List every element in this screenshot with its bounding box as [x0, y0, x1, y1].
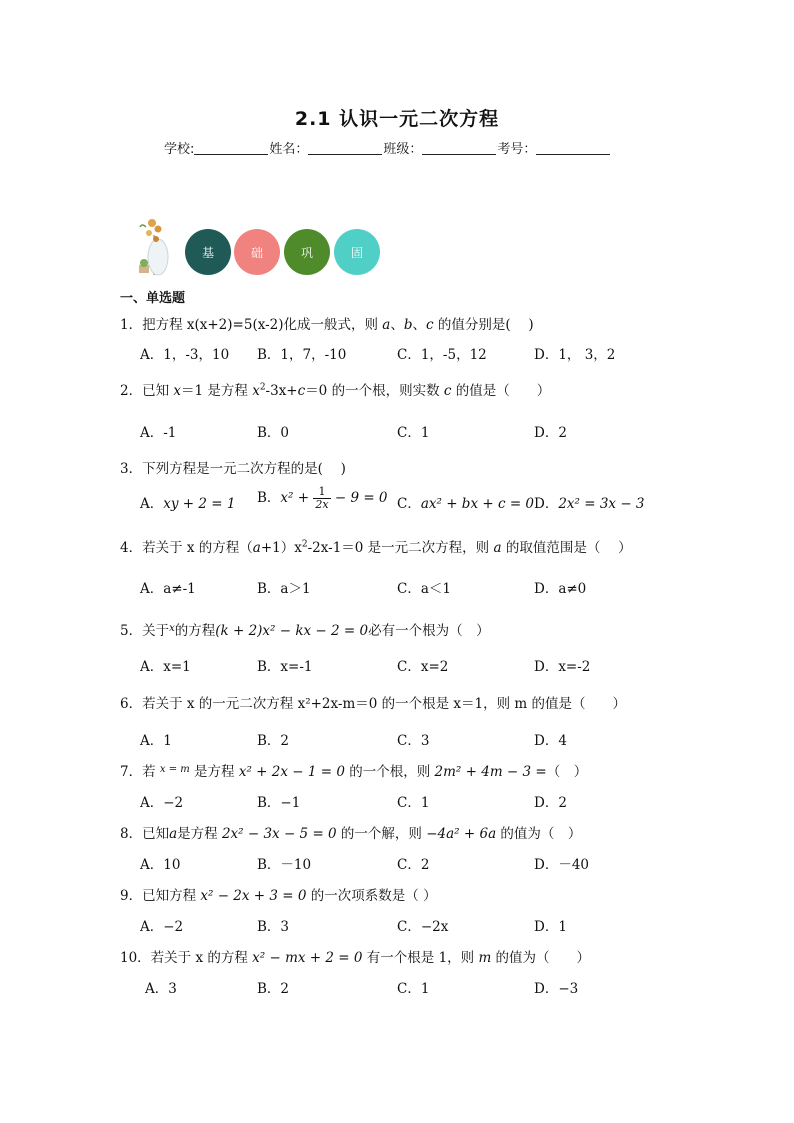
q10-option-b[interactable]: B．2: [257, 981, 290, 997]
q3-option-a[interactable]: [140, 492, 235, 512]
q3-option-c-label: C．: [397, 496, 421, 512]
q10-option-c[interactable]: C．1: [397, 981, 430, 997]
q5-option-c[interactable]: C．x=2: [397, 659, 449, 675]
potted-plant-illustration: [136, 215, 172, 277]
q7-stem-end: （ ）: [546, 764, 588, 780]
q1-var-c: c: [426, 317, 434, 333]
q5-stem: 的方程: [174, 623, 216, 639]
badge-gong-text: 巩: [300, 245, 313, 260]
badge-ji: [185, 229, 231, 275]
id-label: 考号：: [497, 142, 537, 157]
q4-exponent: 2: [301, 539, 308, 550]
question-8: [120, 822, 581, 842]
id-blank[interactable]: [536, 142, 610, 155]
q2-stem: -3x+: [265, 383, 298, 399]
q3-option-a-label: A．: [140, 496, 164, 512]
q2-stem: ＝1 是方程: [181, 383, 253, 399]
q8-option-c[interactable]: C．2: [397, 857, 430, 873]
q8-option-a[interactable]: A．10: [140, 857, 181, 873]
q1-options: [140, 343, 660, 361]
q7-condition: x = m: [159, 764, 190, 775]
q9-options: [140, 915, 660, 933]
q1-var-a: a: [382, 317, 391, 333]
q9-option-c[interactable]: C．−2x: [397, 919, 449, 935]
q2-option-d[interactable]: D．2: [534, 425, 567, 441]
q1-var-b: b: [403, 317, 413, 333]
q7-options: [140, 791, 660, 809]
q3-option-a-math: xy + 2 = 1: [163, 496, 236, 512]
q8-var-a: a: [169, 826, 178, 842]
q5-options: [140, 655, 660, 673]
fraction-numerator: 1: [313, 486, 330, 499]
q10-equation: x² − mx + 2 = 0: [252, 950, 363, 966]
badge-gu: [334, 229, 380, 275]
q10-option-d[interactable]: D．−3: [534, 981, 579, 997]
q9-stem-end: 的一次项系数是（ ）: [306, 888, 437, 904]
q4-option-a[interactable]: A．a≠-1: [140, 581, 196, 597]
q5-equation: (k + 2)x² − kx − 2 = 0: [215, 623, 369, 639]
q8-options: [140, 853, 660, 871]
question-5: [120, 619, 490, 639]
q3-option-b-label: B．: [257, 490, 281, 506]
q1-sep: 、: [412, 317, 427, 333]
q3-option-b[interactable]: [257, 486, 388, 511]
question-10: [120, 946, 590, 966]
q9-stem: 9．已知方程: [120, 888, 201, 904]
q5-option-d[interactable]: D．x=-2: [534, 659, 591, 675]
q7-stem: 的一个根，则: [344, 764, 435, 780]
q8-stem: 的一个解，则: [336, 826, 427, 842]
q9-equation: x² − 2x + 3 = 0: [200, 888, 307, 904]
badge-chu-text: 础: [250, 245, 263, 260]
q6-option-a[interactable]: A．1: [140, 733, 172, 749]
q7-option-b[interactable]: B．−1: [257, 795, 301, 811]
q2-option-b[interactable]: B．0: [257, 425, 290, 441]
q2-var-c: c: [297, 383, 306, 399]
q3-option-d[interactable]: [534, 492, 645, 512]
q1-option-a[interactable]: A．1，-3，10: [140, 347, 230, 363]
question-9: [120, 884, 437, 904]
student-info-line: [164, 138, 611, 157]
question-6: 6．若关于 x 的一元二次方程 x²+2x-m＝0 的一个根是 x＝1，则 m 的值是（ ）: [120, 696, 626, 712]
q6-option-c[interactable]: C．3: [397, 733, 430, 749]
class-blank[interactable]: [422, 142, 496, 155]
q7-expression: 2m² + 4m − 3 =: [434, 764, 547, 780]
q4-stem: -2x-1＝0 是一元二次方程，则: [307, 540, 494, 556]
q3-option-b-math-end: − 9 = 0: [330, 490, 388, 506]
q5-option-b[interactable]: B．x=-1: [257, 659, 313, 675]
q7-stem: 是方程: [189, 764, 239, 780]
q2-var-x: x: [173, 383, 182, 399]
q7-equation: x² + 2x − 1 = 0: [238, 764, 345, 780]
q5-option-a[interactable]: A．x=1: [140, 659, 191, 675]
q7-option-d[interactable]: D．2: [534, 795, 567, 811]
q1-stem: 1．把方程 x(x+2)=5(x-2)化成一般式，则: [120, 317, 383, 333]
q2-options: [140, 421, 660, 439]
badge-gong: [284, 229, 330, 275]
q4-option-b[interactable]: B．a＞1: [257, 581, 311, 597]
q8-stem: 是方程: [177, 826, 222, 842]
q4-stem-end: 的取值范围是（ ）: [501, 540, 632, 556]
question-1: [120, 313, 534, 333]
q8-option-b[interactable]: B．－10: [257, 857, 312, 873]
q2-var-c: c: [443, 383, 452, 399]
fraction-denominator: 2x: [315, 498, 329, 511]
q5-stem-end: 必有一个根为（ ）: [368, 623, 490, 639]
q7-option-a[interactable]: A．−2: [140, 795, 184, 811]
question-3: 3．下列方程是一元二次方程的是( ): [120, 461, 346, 477]
q10-stem-end: 的值为（ ）: [491, 950, 591, 966]
badge-gu-text: 固: [350, 245, 363, 260]
q9-option-d[interactable]: D．1: [534, 919, 567, 935]
class-label: 班级：: [383, 142, 423, 157]
q4-options: [140, 577, 660, 595]
q3-option-b-fraction: [313, 486, 330, 511]
q10-stem: 10．若关于 x 的方程: [120, 950, 253, 966]
q3-option-c-math: ax² + bx + c = 0: [420, 496, 535, 512]
q6-option-d[interactable]: D．4: [534, 733, 567, 749]
q4-option-d[interactable]: D．a≠0: [534, 581, 587, 597]
question-4: [120, 536, 632, 556]
q2-var-x: x: [252, 383, 260, 399]
q3-options: [140, 485, 660, 512]
q5-var-x: x: [169, 623, 175, 634]
q2-option-a[interactable]: A．-1: [140, 425, 177, 441]
q9-option-b[interactable]: B．3: [257, 919, 290, 935]
q1-option-c[interactable]: C．1，-5，12: [397, 347, 487, 363]
q3-option-d-label: D．: [534, 496, 559, 512]
q4-option-c[interactable]: C．a＜1: [397, 581, 451, 597]
q6-options: [140, 729, 660, 747]
q1-stem-end: 的值分别是( ): [433, 317, 534, 333]
q2-exponent: 2: [259, 382, 266, 393]
q8-stem-end: 的值为（ ）: [496, 826, 582, 842]
q4-var-a: a: [493, 540, 502, 556]
q10-option-a[interactable]: A．3: [145, 981, 177, 997]
q4-stem: +1）x: [260, 540, 302, 556]
q1-option-d[interactable]: D．1， 3，2: [534, 347, 616, 363]
q2-stem-end: 的值是（ ）: [451, 383, 551, 399]
q5-stem: 5．关于: [120, 623, 170, 639]
name-label: 姓名：: [269, 142, 309, 157]
q2-stem: 2．已知: [120, 383, 174, 399]
q4-var-a: a: [252, 540, 261, 556]
school-label: 学校:: [164, 142, 195, 157]
q8-expression: −4a² + 6a: [426, 826, 497, 842]
q10-var-m: m: [478, 950, 492, 966]
school-blank[interactable]: [194, 142, 268, 155]
question-7: [120, 760, 587, 780]
q6-option-b[interactable]: B．2: [257, 733, 290, 749]
q9-option-a[interactable]: A．−2: [140, 919, 184, 935]
q8-stem: 8．已知: [120, 826, 170, 842]
q1-sep: 、: [390, 317, 404, 333]
q10-stem: 有一个根是 1，则: [362, 950, 479, 966]
q4-stem: 4．若关于 x 的方程（: [120, 540, 253, 556]
q1-option-b[interactable]: B．1，7，-10: [257, 347, 347, 363]
q3-option-c[interactable]: [397, 492, 534, 512]
name-blank[interactable]: [308, 142, 382, 155]
q8-equation: 2x² − 3x − 5 = 0: [221, 826, 337, 842]
q8-option-d[interactable]: D．－40: [534, 857, 590, 873]
q2-stem: ＝0 的一个根，则实数: [305, 383, 444, 399]
q3-option-b-math: x² +: [280, 490, 314, 506]
page-title: 2.1 认识一元二次方程: [294, 108, 500, 130]
q3-option-d-math: 2x² = 3x − 3: [558, 496, 645, 512]
q2-option-c[interactable]: C．1: [397, 425, 430, 441]
q7-option-c[interactable]: C．1: [397, 795, 430, 811]
section-title: 一、单选题: [120, 291, 186, 306]
question-2: [120, 379, 550, 399]
q10-options: [140, 977, 660, 995]
q7-stem: 7．若: [120, 764, 160, 780]
badge-ji-text: 基: [201, 245, 214, 260]
badge-chu: [234, 229, 280, 275]
